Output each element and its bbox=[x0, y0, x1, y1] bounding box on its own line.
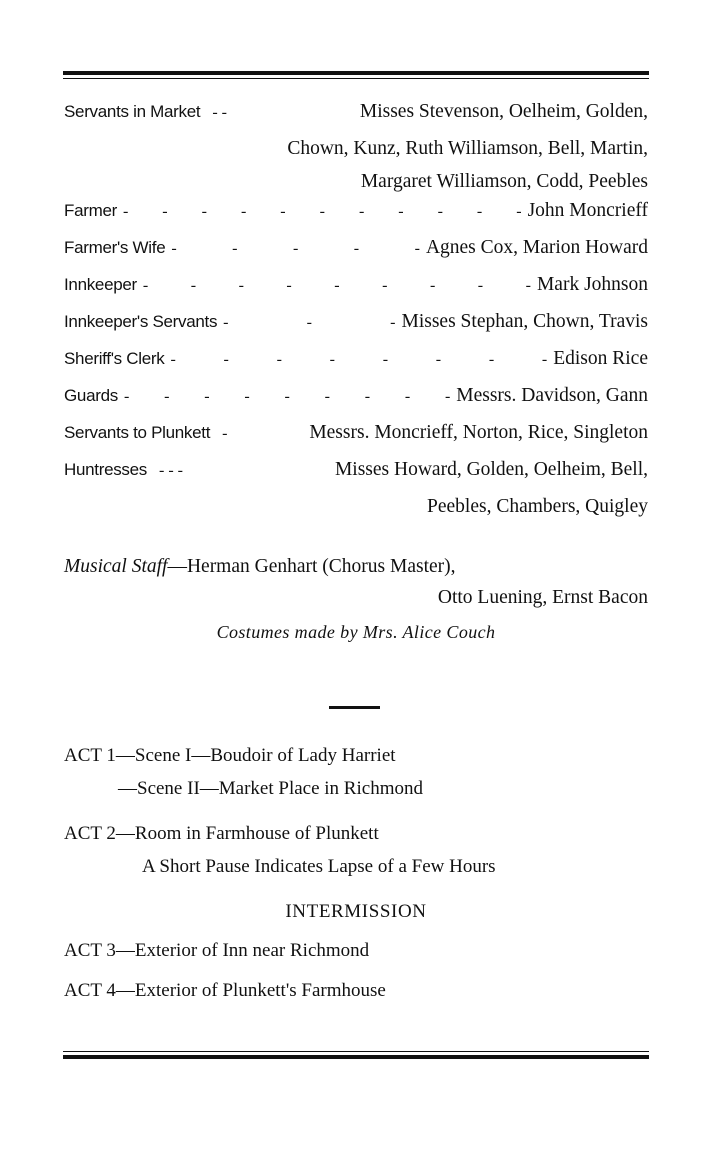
cast-row bbox=[64, 274, 648, 311]
leader-dashes: - - - - - - - - bbox=[170, 351, 548, 368]
cast-role: Servants in Market bbox=[64, 102, 201, 121]
costumes-credit: Costumes made by Mrs. Alice Couch bbox=[216, 622, 496, 642]
leader-dashes: - - - - - bbox=[171, 240, 420, 257]
cast-row bbox=[64, 422, 648, 459]
musical-staff bbox=[64, 556, 648, 618]
cast-role: Farmer bbox=[64, 201, 117, 220]
cast-role: Sheriff's Clerk bbox=[64, 349, 165, 368]
cast-row bbox=[64, 311, 648, 348]
leader-dashes: - - bbox=[212, 104, 227, 121]
cast-row bbox=[64, 385, 648, 422]
section-separator bbox=[329, 706, 380, 709]
cast-actors-continued: Margaret Williamson, Codd, Peebles bbox=[360, 171, 648, 192]
cast-actors: John Moncrieff bbox=[527, 200, 648, 221]
cast-actors-continued: Chown, Kunz, Ruth Williamson, Bell, Martin, bbox=[287, 138, 648, 159]
cast-row bbox=[64, 101, 648, 138]
act-synopsis bbox=[64, 745, 648, 1013]
leader-dashes: - - - bbox=[223, 314, 396, 331]
cast-role: Farmer's Wife bbox=[64, 238, 166, 257]
act-line: ACT 1—Scene I—Boudoir of Lady Harriet bbox=[64, 745, 396, 766]
musical-staff-label: Musical Staff bbox=[64, 556, 168, 577]
act-line: ACT 4—Exterior of Plunkett's Farmhouse bbox=[64, 980, 386, 1001]
intermission-heading: INTERMISSION bbox=[285, 901, 427, 922]
cast-role: Huntresses bbox=[64, 460, 147, 479]
cast-actors: Misses Howard, Golden, Oelheim, Bell, bbox=[334, 459, 648, 480]
cast-role: Guards bbox=[64, 386, 118, 405]
top-double-rule bbox=[63, 71, 649, 79]
cast-row bbox=[64, 200, 648, 237]
act-line: ACT 3—Exterior of Inn near Richmond bbox=[64, 940, 370, 961]
leader-dashes: - - - - - - - - - bbox=[142, 277, 531, 294]
musical-staff-line1: —Herman Genhart (Chorus Master), bbox=[167, 556, 456, 577]
bottom-double-rule bbox=[63, 1051, 649, 1059]
cast-row bbox=[64, 348, 648, 385]
cast-row bbox=[64, 237, 648, 274]
cast-role: Innkeeper's Servants bbox=[64, 312, 218, 331]
cast-actors: Agnes Cox, Marion Howard bbox=[425, 237, 648, 258]
musical-staff-line2: Otto Luening, Ernst Bacon bbox=[437, 587, 648, 608]
leader-dashes: - - - - - - - - - - - bbox=[122, 203, 522, 220]
cast-actors: Misses Stevenson, Oelheim, Golden, bbox=[359, 101, 648, 122]
cast-actors: Messrs. Davidson, Gann bbox=[456, 385, 648, 406]
cast-role: Servants to Plunkett bbox=[64, 423, 211, 442]
cast-actors: Messrs. Moncrieff, Norton, Rice, Singleton bbox=[309, 422, 648, 443]
cast-row bbox=[64, 459, 648, 496]
cast-actors: Mark Johnson bbox=[536, 274, 648, 295]
act-note: A Short Pause Indicates Lapse of a Few Hours bbox=[142, 856, 496, 877]
act-line: —Scene II—Market Place in Richmond bbox=[118, 778, 423, 799]
leader-dashes: - - - - - - - - - bbox=[123, 388, 451, 405]
leader-dashes: - - - bbox=[158, 462, 183, 479]
cast-role: Innkeeper bbox=[64, 275, 137, 294]
cast-actors: Misses Stephan, Chown, Travis bbox=[401, 311, 648, 332]
cast-list bbox=[64, 101, 648, 525]
cast-actors-continued: Peebles, Chambers, Quigley bbox=[427, 496, 648, 517]
leader-dashes: - bbox=[222, 425, 228, 442]
cast-actors: Edison Rice bbox=[553, 348, 648, 369]
act-line: ACT 2—Room in Farmhouse of Plunkett bbox=[64, 823, 379, 844]
